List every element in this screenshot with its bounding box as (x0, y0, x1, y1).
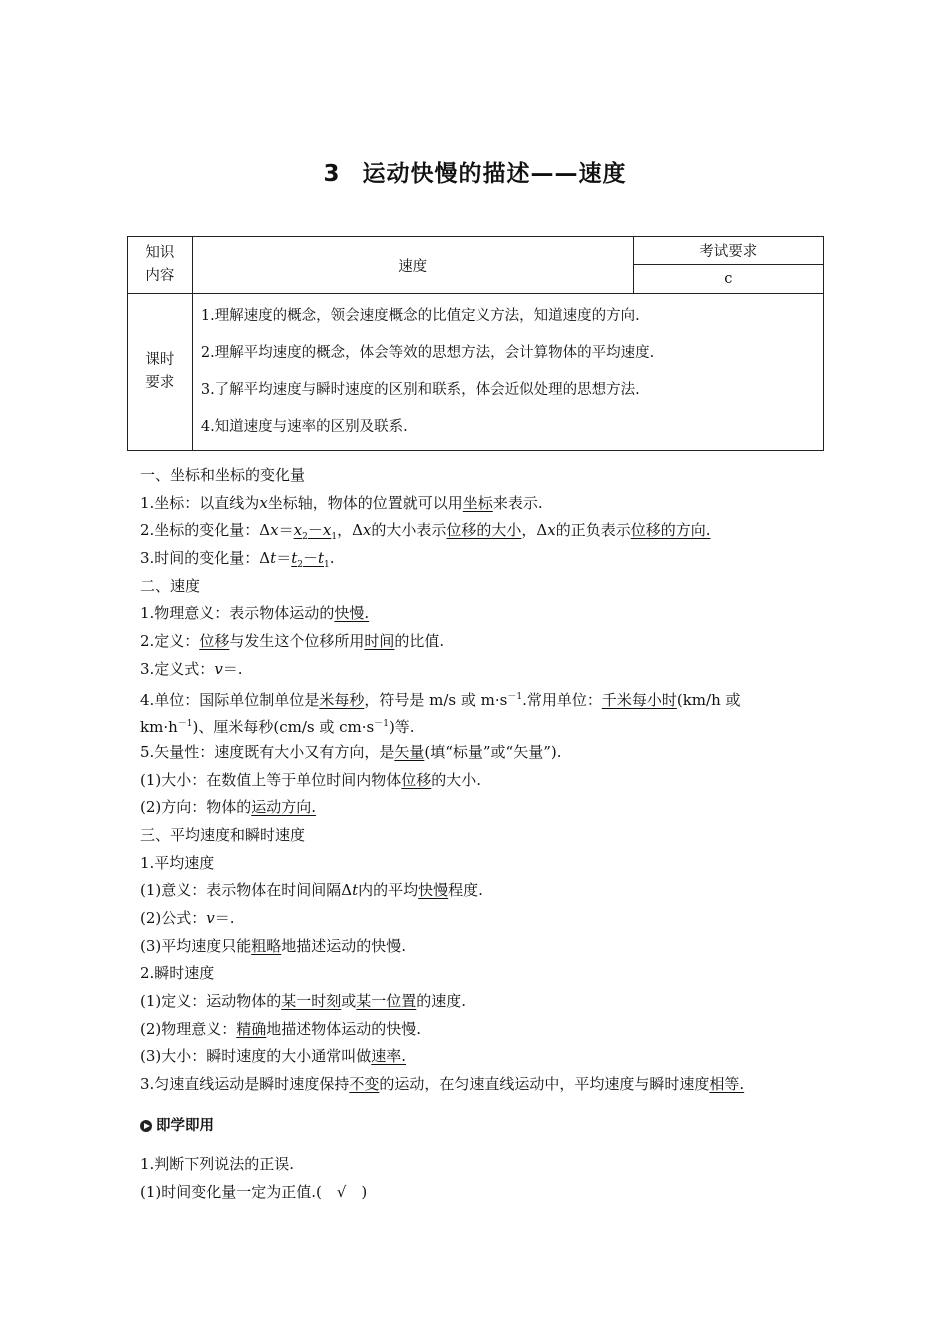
answer: 精确 (236, 1019, 267, 1038)
play-circle-icon (140, 1120, 152, 1132)
text: (1)定义：运动物体的 (140, 992, 282, 1011)
text: ＝ (276, 549, 292, 568)
answer: 位移的大小 (446, 521, 522, 540)
text: (1)意义：表示物体在时间间隔Δ (140, 881, 353, 900)
text: 的大小表示 (371, 521, 447, 540)
text: (1)大小：在数值上等于单位时间内物体 (140, 770, 402, 789)
var-x: x (259, 493, 268, 512)
text: . (329, 549, 335, 568)
subscript: 2 (297, 560, 303, 571)
text: )等. (388, 718, 415, 737)
avg-formula-line (140, 905, 830, 933)
text: 2.定义： (140, 632, 200, 651)
coordinate-line (140, 490, 830, 518)
text: ，符号是 m/s 或 m·s (364, 690, 508, 709)
requirements-table (127, 236, 824, 451)
knowledge-label-cell (128, 237, 193, 294)
var-v: v (214, 659, 223, 678)
text: 1.坐标：以直线为 (140, 493, 260, 512)
class-label-cell (128, 294, 193, 451)
answer: 矢量 (394, 742, 425, 761)
section-heading: 二、速度 (140, 576, 201, 595)
main-content (140, 462, 830, 1206)
class-label-1: 课时 (145, 352, 175, 368)
text: 坐标轴，物体的位置就可以用 (267, 493, 463, 512)
requirement-items (192, 294, 823, 451)
answer: 速率. (371, 1047, 407, 1066)
text: － (302, 549, 318, 568)
subheading: 2.瞬时速度 (140, 964, 215, 983)
requirement-item: 3.了解平均速度与瞬时速度的区别和联系，体会近似处理的思想方法. (200, 382, 640, 398)
superscript: －1 (374, 719, 389, 730)
text: 5.矢量性：速度既有大小又有方向，是 (140, 742, 395, 761)
text: .常用单位： (522, 690, 602, 709)
time-change-line (140, 545, 830, 573)
text: 内的平均 (358, 881, 419, 900)
text: (3)大小：瞬时速度的大小通常叫做 (140, 1047, 372, 1066)
subheading: 1.平均速度 (140, 853, 215, 872)
text: 与发生这个位移所用 (229, 632, 365, 651)
text: 或 (341, 992, 357, 1011)
answer (293, 521, 338, 543)
subscript: 1 (324, 560, 330, 571)
text: 来表示. (492, 493, 543, 512)
answer: 某一位置 (356, 992, 417, 1011)
answer: 快慢 (418, 881, 449, 900)
section-heading: 一、坐标和坐标的变化量 (140, 466, 306, 484)
knowledge-label-1: 知识 (145, 245, 175, 261)
answer: 位移 (401, 770, 432, 789)
subscript: 2 (302, 532, 308, 543)
text: (2)方向：物体的 (140, 798, 252, 817)
requirement-item: 2.理解平均速度的概念，体会等效的思想方法，会计算物体的平均速度. (200, 345, 655, 361)
inst-magnitude-line (140, 1043, 830, 1071)
text: 地描述运动的快慢. (281, 936, 407, 955)
superscript: －1 (177, 719, 193, 730)
class-label-2: 要求 (145, 375, 175, 391)
var-t: t (291, 549, 298, 568)
text: 3.定义式： (140, 659, 215, 678)
coordinate-change-line (140, 517, 830, 545)
answer: 位移 (199, 632, 230, 651)
text: ＝. (214, 909, 235, 927)
text: ，Δ (521, 521, 548, 540)
answer: 米每秒 (319, 690, 365, 709)
answer: 坐标 (462, 493, 493, 512)
text: ＝. (222, 659, 243, 678)
text: 2.坐标的变化量：Δ (140, 521, 271, 540)
uniform-motion-line (140, 1071, 830, 1099)
var-v: v (206, 909, 215, 927)
practice-heading-label: 即学即用 (156, 1117, 214, 1134)
answer: 相等. (709, 1075, 745, 1094)
answer: 时间 (364, 632, 395, 651)
magnitude-line (140, 767, 830, 795)
requirement-item: 1.理解速度的概念，领会速度概念的比值定义方法，知道速度的方向. (200, 308, 640, 324)
question-item: (1)时间变化量一定为正值.( √ ) (140, 1182, 368, 1201)
unit-line (140, 684, 830, 712)
definition-line (140, 628, 830, 656)
page-title (0, 155, 950, 188)
title-number: 3 (323, 161, 341, 187)
text: ，Δ (337, 521, 363, 540)
answer (291, 549, 330, 571)
var-x: x (322, 521, 332, 540)
text: 3.匀速直线运动是瞬时速度保持 (140, 1075, 350, 1094)
formula-line (140, 656, 830, 684)
inst-meaning-line (140, 1016, 830, 1044)
text: 的运动，在匀速直线运动中，平均速度与瞬时速度 (379, 1075, 710, 1094)
var-x: x (293, 521, 303, 540)
knowledge-label-2: 内容 (145, 268, 175, 284)
question: 1.判断下列说法的正误. (140, 1154, 295, 1173)
physical-meaning-line (140, 600, 830, 628)
section-heading: 三、平均速度和瞬时速度 (140, 825, 306, 844)
var-t: t (270, 549, 277, 568)
text: (3)平均速度只能 (140, 936, 252, 955)
subscript: 1 (331, 532, 338, 543)
answer: 千米每小时 (601, 690, 677, 709)
text: 程度. (448, 881, 483, 900)
avg-meaning-line (140, 877, 830, 905)
text: (km/h 或 (676, 690, 741, 709)
text: 的比值. (394, 632, 445, 651)
answer: 位移的方向. (630, 521, 711, 540)
avg-rough-line (140, 933, 830, 961)
topic-cell: 速度 (192, 237, 633, 294)
text: (2)物理意义： (140, 1019, 237, 1038)
text: 的大小. (431, 770, 482, 789)
answer: 粗略 (251, 936, 282, 955)
var-t: t (317, 549, 325, 568)
answer: 不变 (349, 1075, 380, 1094)
answer: 运动方向. (251, 798, 317, 817)
unit-line-cont (140, 711, 830, 739)
text: 3.时间的变化量：Δ (140, 549, 271, 568)
exam-level: c (633, 265, 823, 294)
text: 4.单位：国际单位制单位是 (140, 690, 320, 709)
exam-requirement-header: 考试要求 (633, 237, 823, 265)
text: 的速度. (416, 992, 467, 1011)
text: (填“标量”或“矢量”). (424, 742, 562, 761)
text: 地描述物体运动的快慢. (266, 1019, 422, 1038)
vector-line (140, 739, 830, 767)
answer: 某一时刻 (281, 992, 342, 1011)
requirement-item: 4.知道速度与速率的区别及联系. (200, 419, 408, 435)
answer: 快慢. (334, 604, 370, 623)
text: ＝ (278, 521, 294, 540)
inst-definition-line (140, 988, 830, 1016)
practice-heading (140, 1109, 830, 1143)
var-x: x (270, 521, 279, 540)
text: km·h (140, 718, 178, 737)
direction-line (140, 794, 830, 822)
text: － (307, 521, 323, 540)
superscript: －1 (507, 691, 523, 702)
var-t: t (352, 881, 359, 900)
var-x: x (362, 521, 372, 540)
var-x: x (547, 521, 556, 540)
title-text: 运动快慢的描述——速度 (362, 161, 627, 187)
text: )、厘米每秒(cm/s 或 cm·s (192, 718, 375, 737)
text: 1.物理意义：表示物体运动的 (140, 604, 335, 623)
text: 的正负表示 (555, 521, 631, 540)
text: (2)公式： (140, 909, 207, 927)
